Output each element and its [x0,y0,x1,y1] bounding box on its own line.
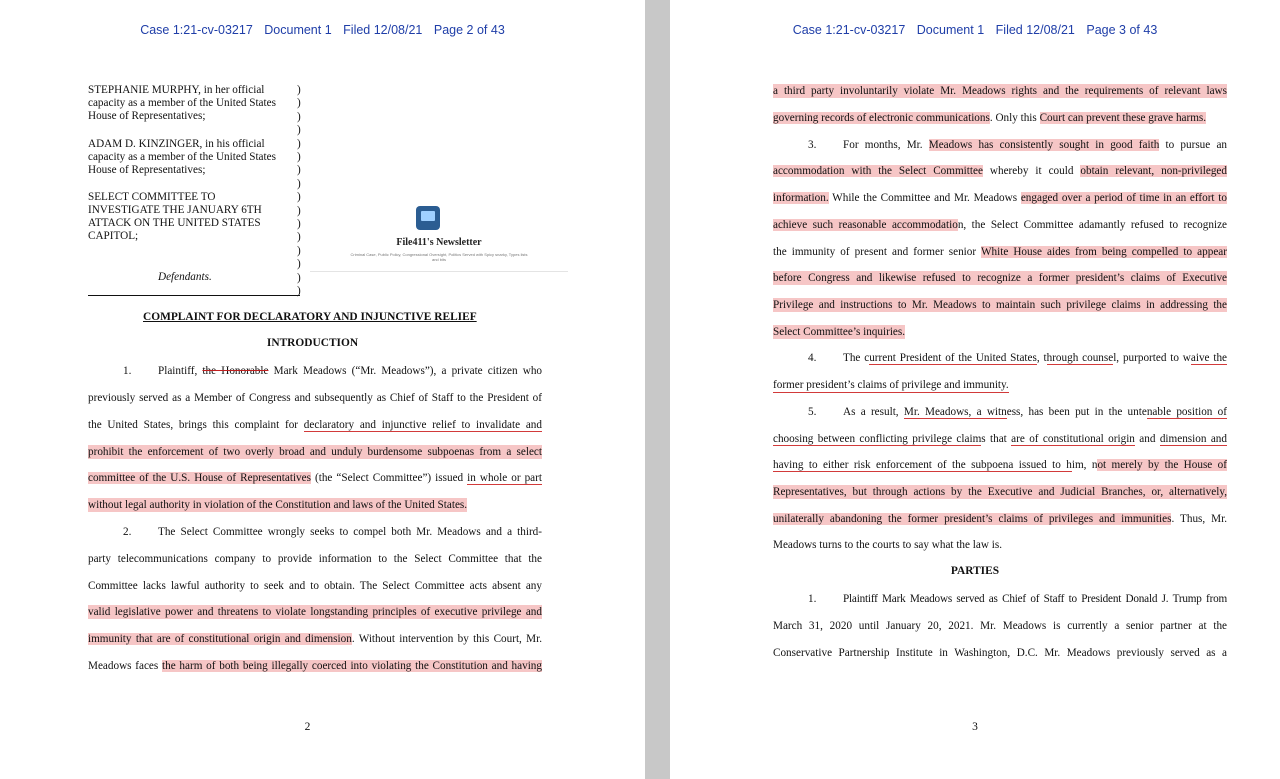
paragraph-line [88,659,542,673]
highlighted-text: engaged over a period of time in an effort to [1020,192,1227,204]
newsletter-tagline: Criminal Case, Public Policy, Congressional Oversight, Politics Served with Spicy snarky, Types lists and bits [350,252,528,262]
highlighted-text: unilaterally abandoning the former president’s claims of privileges and immunities [773,513,1172,525]
document-number: Document 1 [916,23,985,37]
text-run: and [1134,433,1160,445]
caption-parenthesis: ) [297,218,301,230]
page-number: 3 [972,721,978,733]
caption-parenthesis: ) [297,124,301,137]
highlighted-line: Representatives, but through actions by the Executive and Judicial Branches, or, alternatively, [773,486,1227,498]
underlined-text: declaratory and injunctive relief to invalidate and [303,419,542,431]
paragraph-line [773,218,1227,232]
text-run: ess, has been put in the unte [1006,406,1147,418]
document-number: Document 1 [264,23,332,37]
paragraph-line: The Select Committee wrongly seeks to compel both Mr. Meadows and a third- [158,526,542,538]
caption-parenthesis: ) [297,191,301,204]
text-run: , t [1036,352,1047,364]
paragraph-line: Plaintiff Mark Meadows served as Chief of Staff to President Donald J. Trump from [843,593,1227,605]
highlighted-text: accommodation with the Select Committee [773,165,983,177]
paragraph-line: party telecommunications company to provide information to the Select Committee that the [88,553,542,565]
caption-line: ADAM D. KINZINGER, in his official [88,138,265,150]
text-run: whereby it could [982,165,1081,177]
highlighted-line: without legal authority in violation of the Constitution and laws of the United States. [88,499,468,511]
text-run: . Without intervention by this Court, Mr. [351,633,543,645]
caption-line: STEPHANIE MURPHY, in her official [88,84,265,96]
text-run: . Thus, Mr. [1171,513,1227,525]
caption-line: capacity as a member of the United States [88,151,276,163]
paragraph-line [158,364,542,378]
caption-parenthesis: ) [297,151,301,163]
highlighted-text: ot merely by the House of [1097,459,1227,471]
caption-parenthesis: ) [297,204,301,217]
paragraph-line: March 31, 2020 until January 20, 2021. Mr. Meadows is currently a senior partner at the [773,620,1227,632]
paragraph-line [88,632,542,646]
page-number: 2 [304,721,311,733]
caption-parenthesis: ) [297,177,301,190]
highlighted-line: valid legislative power and threatens to violate longstanding principles of executive privilege and [88,606,542,618]
highlighted-text: information. [773,192,829,204]
highlighted-text: the harm of both being illegally coerced into violating the Constitution and having [162,660,542,672]
paragraph-number: 4. [808,352,817,364]
paragraph-line [843,351,1227,365]
underlined-line: former president’s claims of privilege and immunity. [773,379,1009,391]
filed-date: Filed 12/08/21 [343,23,423,37]
caption-line: ATTACK ON THE UNITED STATES [88,217,261,229]
caption-line: House of Representatives; [88,164,206,176]
caption-line: INVESTIGATE THE JANUARY 6TH [88,204,262,216]
paragraph-line [773,458,1227,472]
paragraph-line [843,138,1227,152]
computer-icon [416,206,440,230]
page-header [0,23,645,37]
caption-parenthesis: ) [297,110,301,123]
text-run: For months, Mr. [843,139,929,151]
highlighted-text: governing records of electronic communications [773,112,990,124]
paragraph-number: 3. [808,139,817,151]
paragraph-line [88,418,542,432]
newsletter-name: File411's Newsletter [396,237,482,248]
complaint-title: COMPLAINT FOR DECLARATORY AND INJUNCTIVE RELIEF [143,311,477,323]
text-run: As a result, [843,406,904,418]
paragraph-number: 2. [123,526,132,538]
document-page-right [670,0,1280,779]
caption-parenthesis: ) [297,285,301,297]
paragraph-line: Meadows turns to the courts to say what the law is. [773,539,1002,551]
paragraph-line: previously served as a Member of Congress and subsequently as Chief of Staff to the President of [88,392,542,404]
text-run: n, the Select Committee adamantly refused to recognize [957,219,1227,231]
highlighted-text: obtain relevant, non-privileged [1080,165,1227,177]
text-run: l, purported to w [1113,352,1191,364]
underlined-text: hrough counse [1046,352,1114,364]
paragraph-line [773,111,1206,125]
caption-line: capacity as a member of the United States [88,97,276,109]
underlined-text: Mr. Meadows, a witn [903,406,1007,418]
paragraph-number: 1. [123,365,132,377]
paragraph-line [773,245,1227,259]
text-run: (the “Select Committee”) issued [310,472,468,484]
page-count: Page 2 of 43 [433,23,505,37]
caption-parenthesis: ) [297,84,301,96]
caption-line: CAPITOL; [88,230,139,242]
text-run: Mark Meadows (“Mr. Meadows”), a private citizen who [268,365,543,377]
text-run: While the Committee and Mr. Meadows [828,192,1021,204]
parties-heading: PARTIES [950,565,1000,577]
caption-rule [88,295,300,296]
paragraph-line: Conservative Partnership Institute in Washington, D.C. Mr. Meadows previously served as a [773,647,1227,659]
highlighted-text: Meadows has consistently sought in good faith [928,139,1160,151]
underlined-text: aive the [1190,352,1228,364]
caption-parenthesis: ) [297,271,301,284]
caption-parenthesis: ) [297,258,301,271]
paragraph-number: 1. [808,593,817,605]
case-number: Case 1:21-cv-03217 [140,23,253,37]
caption-parenthesis: ) [297,137,301,150]
highlighted-text: committee of the U.S. House of Representatives [88,472,311,484]
text-run: s that [981,433,1012,445]
newsletter-watermark [310,203,568,272]
caption-parenthesis: ) [297,97,301,110]
text-run: the United States, brings this complaint for [88,419,304,431]
text-run: . Only this [989,112,1040,124]
case-number: Case 1:21-cv-03217 [792,23,906,37]
underlined-text: urrent President of the United States [869,352,1037,364]
paragraph-line [773,191,1227,205]
defendants-label: Defendants. [158,271,212,283]
highlighted-text: immunity that are of constitutional origin and dimension [88,633,352,645]
highlighted-text: achieve such reasonable accommodatio [773,219,958,231]
caption-parenthesis: ) [297,164,301,177]
paragraph-line [843,405,1227,419]
paragraph-number: 5. [808,406,817,418]
page-count: Page 3 of 43 [1086,23,1158,37]
page-header [670,23,1280,37]
highlighted-line: before Congress and likewise refused to recognize a former president’s claims of Executive [773,272,1227,284]
underlined-text: are of constitutional origin [1011,433,1135,445]
paragraph-line [773,512,1227,526]
text-run: im, n [1071,459,1098,471]
struck-text: the Honorable [202,365,269,377]
caption-parenthesis: ) [297,231,301,244]
paragraph-line [773,164,1227,178]
underlined-text: having to either risk enforcement of the subpoena issued to h [773,459,1072,471]
paragraph-line [88,471,542,485]
text-run: The c [843,352,870,364]
filed-date: Filed 12/08/21 [995,23,1075,37]
caption-parenthesis: ) [297,244,301,257]
highlighted-line: Privilege and instructions to Mr. Meadows to maintain such privilege claims in addressing the [773,299,1227,311]
underlined-text: nable position of [1146,406,1227,418]
paragraph-line: Committee lacks lawful authority to seek and to obtain. The Select Committee acts absent any [88,580,542,592]
caption-line: SELECT COMMITTEE TO [88,191,216,203]
highlighted-line: prohibit the enforcement of two overly broad and unduly burdensome subpoenas from a select [88,446,542,458]
text-run: Plaintiff, [158,365,203,377]
paragraph-line [773,432,1227,446]
underlined-text: in whole or part [467,472,542,484]
highlighted-text: White House aides from being compelled to appear [980,246,1227,258]
introduction-heading: INTRODUCTION [266,337,359,349]
text-run: to pursue an [1159,139,1228,151]
highlighted-text: Court can prevent these grave harms. [1039,112,1207,124]
underlined-text: choosing between conflicting privilege claim [773,433,982,445]
caption-line: House of Representatives; [88,110,206,122]
highlighted-line: Select Committee’s inquiries. [773,326,906,338]
text-run: the immunity of present and former senior [773,246,981,258]
highlighted-line: a third party involuntarily violate Mr. Meadows rights and the requirements of relevant laws [773,85,1227,97]
underlined-text: dimension and [1159,433,1227,445]
text-run: Meadows faces [88,660,162,672]
